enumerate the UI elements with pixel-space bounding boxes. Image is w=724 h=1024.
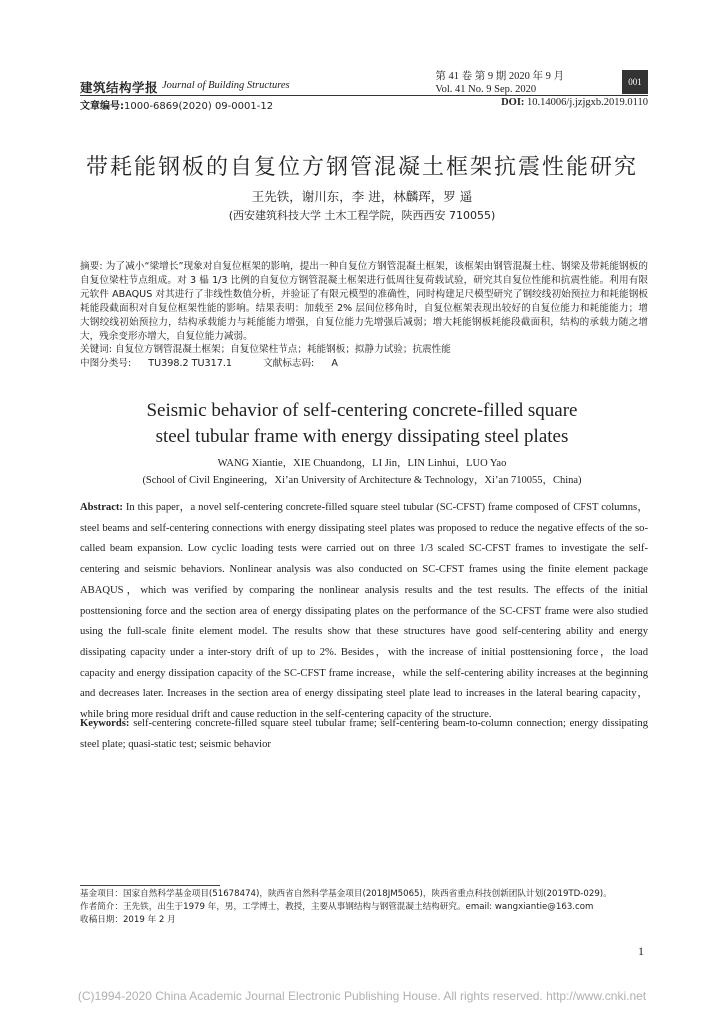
header-divider [80, 95, 648, 96]
doc-code-label: 文献标志码: [263, 358, 315, 369]
keywords-en [80, 714, 648, 755]
abstract-en [80, 498, 648, 726]
doi-label: DOI: [501, 97, 525, 108]
footnote-fund: 基金项目：国家自然科学基金项目(51678474)，陕西省自然科学基金项目(2018JM5065)，陕西省重点科技创新团队计划(2019TD-029)。 [80, 889, 612, 899]
abstract-en-label: Abstract: [80, 502, 123, 513]
title-en-line-1: Seismic behavior of self-centering concrete-filled square [146, 400, 578, 421]
doi[interactable]: 10.14006/j.jzjgxb.2019.0110 [527, 97, 648, 108]
keywords-cn-text: 自复位方钢管混凝土框架；自复位梁柱节点；耗能钢板；拟静力试验；抗震性能 [115, 344, 451, 355]
clc-code: TU398.2 TU317.1 [148, 358, 233, 369]
affiliation-en: (School of Civil Engineering，Xi’an University of Architecture & Technology，Xi’an 710055，China) [142, 475, 582, 486]
footnote-author: 作者简介：王先铁，出生于1979 年，男，工学博士，教授，主要从事钢结构与钢管混凝土结构研究。email: wangxiantie@163.com [80, 902, 594, 912]
article-number: 1000-6869(2020) 09-0001-12 [124, 101, 274, 112]
abstract-cn-text: 为了减小“梁增长”现象对自复位框架的影响，提出一种自复位方钢管混凝土框架，该框架由钢管混凝土柱、钢梁及带耗能钢板的自复位梁柱节点组成。对 3 榀 1/3 比例的自复位方钢管混凝土框架进行低周往复荷载试验，研究其自复位性能和抗震性能。利用有限元软件 ABAQUS 对其进行了非线性数值分析，并验证了有限元模型的准确性，同时构建足尺模型研究了钢绞线初始预拉力和耗能钢板耗能段截面积对自复位框架性能的影响。结果表明：加载至 2% 层间位移角时，自复位框架表现出较好的自复位能力和耗能能力；增大钢绞线初始预拉力，结构承载能力与耗能能力增强，自复位能力先增强后减弱；增大耗能钢板耗能段截面积，结构的承载力随之增大，残余变形亦增大，自复位能力减弱。 [80, 261, 648, 343]
abstract-cn [80, 260, 648, 345]
issue-info [435, 70, 564, 96]
title-cn: 带耗能钢板的自复位方钢管混凝土框架抗震性能研究 [85, 155, 638, 180]
issue-info-en: Vol. 41 No. 9 Sep. 2020 [435, 84, 537, 95]
keywords-en-text: self-centering concrete-filled square steel tubular frame; self-centering beam-to-column connection; energy dissipating steel plate; quasi-static test; seismic behavior [80, 718, 648, 750]
title-en [0, 398, 724, 450]
doc-code: A [331, 358, 338, 369]
affiliation-cn: (西安建筑科技大学 土木工程学院，陕西西安 710055) [228, 209, 496, 222]
footnote-divider [80, 885, 220, 886]
keywords-en-label: Keywords: [80, 718, 130, 729]
copyright-watermark: (C)1994-2020 China Academic Journal Electronic Publishing House. All rights reserved. http://www.cnki.net [77, 989, 647, 1003]
abstract-cn-label: 摘要: [80, 261, 103, 272]
footnotes [80, 888, 648, 927]
keywords-cn [80, 343, 648, 357]
footnote-received: 收稿日期：2019 年 2 月 [80, 915, 176, 925]
authors-en: WANG Xiantie，XIE Chuandong，LI Jin，LIN Linhui，LUO Yao [217, 458, 507, 469]
keywords-cn-label: 关键词: [80, 344, 113, 355]
journal-name-cn: 建筑结构学报 [80, 80, 159, 95]
clc-label: 中图分类号: [80, 358, 132, 369]
journal-name-en: Journal of Building Structures [162, 80, 290, 91]
page-number: 1 [638, 944, 644, 958]
article-number-label: 文章编号: [80, 101, 124, 112]
authors-cn: 王先铁，谢川东，李 进，林麟珲，罗 遥 [251, 189, 473, 204]
title-en-line-2: steel tubular frame with energy dissipating steel plates [155, 426, 569, 447]
abstract-en-text: In this paper，a novel self-centering concrete-filled square steel tubular (SC-CFST) frame composed of CFST columns，steel beams and self-centering connections with energy dissipating steel plates was proposed to reduce the negative effects of the so-called beam expansion. Low cyclic loading tests were carried out on three 1/3 scaled SC-CFST frames to investigate the self-centering and seismic behaviors. Nonlinear analysis was also conducted on SC-CFST frames using the finite element package ABAQUS，which was verified by comparing the nonlinear analysis results and the test results. The effects of the initial posttensioning force and the section area of energy dissipating plates on the performance of the SC-CFST frame were also studied using the full-scale finite element model. The results show that these structures have good self-centering ability and energy dissipating capacity under a inter-story drift of up to 2%. Besides，with the increase of initial posttensioning force，the load capacity and energy dissipation capacity of the SC-CFST frame increase，while the self-centering ability increases at the beginning and decreases later. Increases in the section area of energy dissipating steel plate lead to increases in the lateral bearing capacity，while bring more residual drift and cause reduction in the self-centering capacity of the structure. [80, 502, 648, 721]
issue-info-cn: 第 41 卷 第 9 期 2020 年 9 月 [435, 71, 564, 82]
page-tag: 001 [622, 70, 648, 94]
classification [80, 357, 648, 371]
